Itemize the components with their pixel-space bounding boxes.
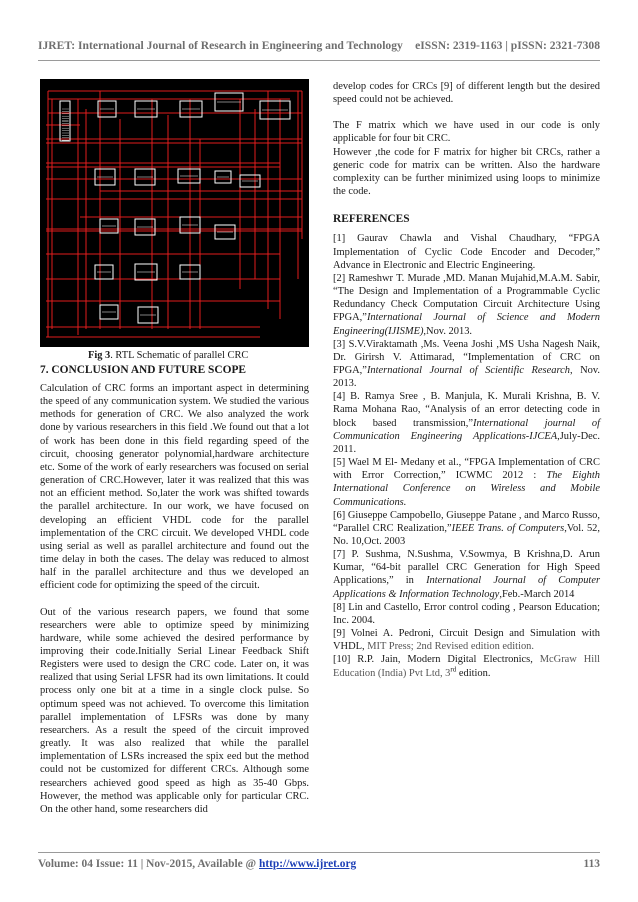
journal-title: IJRET: International Journal of Research in Engineering and Technology bbox=[38, 39, 403, 52]
figure-caption bbox=[88, 350, 248, 361]
conclusion-paragraph-2: Out of the various research papers, we found that some researchers were able to optimize speed by minimizing hardware, while some achieved the desired performance by improving their code.Initially Serial Linear Feedback Shift Registers were used to design the CRC code. Later on, it was realized that using Serial LFSR had its own limitations. It could process only one bit at a time in a single clock pulse. So optimum speed was not achieved. To overcome this limitation parallel implementation of LFSRs was done by many researchers. As a result the speed of the circuit improved greatly. It was also realized that while the parallel implementation of LSRs increased the spix eed but the method could not be customized for different CRCs. Although some researchers achieved good speed as high as 35-40 Gbps. However, the method was applicable only for particular CRC. On the other hand, some researchers did bbox=[40, 606, 309, 815]
reference-9: [9] Volnei A. Pedroni, Circuit Design and Simulation with VHDL, MIT Press; 2nd Revised edition edition. bbox=[333, 628, 600, 653]
reference-1: [1] Gaurav Chawla and Vishal Chaudhary, “FPGA Implementation of Cyclic Code Encoder and Decoder,” Advance in Electronic and Electric Engineering. bbox=[333, 233, 600, 271]
journal-link[interactable]: http://www.ijret.org bbox=[259, 858, 357, 870]
rtl-schematic-figure bbox=[40, 79, 309, 347]
issn-text: eISSN: 2319-1163 | pISSN: 2321-7308 bbox=[415, 39, 600, 52]
right-column bbox=[333, 80, 600, 680]
figure-caption-text: . RTL Schematic of parallel CRC bbox=[110, 350, 249, 361]
rtl-schematic-image bbox=[40, 79, 309, 347]
reference-6: [6] Giuseppe Campobello, Giuseppe Patane , and Marco Russo, “Parallel CRC Realization,”IEEE Trans. of Computers,Vol. 52, No. 10,Oct. 2003 bbox=[333, 509, 600, 547]
page-header bbox=[38, 39, 600, 52]
page-footer bbox=[38, 858, 600, 870]
figure-label: Fig 3 bbox=[88, 350, 111, 361]
reference-2: [2] Rameshwr T. Murade ,MD. Manan Mujahid,M.A.M. Sabir, “The Design and Implementation of a Programmable Cyclic Redundancy Check Computation Circuit Architecture Using FPGA,”International Journal of Science and Modern Engineering(IJISME),Nov. 2013. bbox=[333, 272, 600, 337]
footer-volume: Volume: 04 Issue: 11 | Nov-2015, Available @ http://www.ijret.org bbox=[38, 858, 357, 870]
paragraph-generic-code: However ,the code for F matrix for higher bit CRCs, rather a generic code for matrix can be written. Also the hardware complexity can be further minimized using loops to minimize the code. bbox=[333, 146, 600, 198]
reference-4: [4] B. Ramya Sree , B. Manjula, K. Murali Krishna, B. V. Rama Mohana Rao, “Analysis of an error detecting code in block based transmission,”International journal of Communication Engineering Applications-IJCEA,July-Dec. 2011. bbox=[333, 391, 600, 455]
reference-7: [7] P. Sushma, N.Sushma, V.Sowmya, B Krishna,D. Arun Kumar, “64-bit parallel CRC Generation for High Speed Applications,” in International Journal of Computer Applications & Information Technology,Feb.-March 2014 bbox=[333, 549, 601, 600]
section-heading: 7. CONCLUSION AND FUTURE SCOPE bbox=[40, 364, 247, 376]
reference-8: [8] Lin and Castello, Error control coding , Pearson Education; Inc. 2004. bbox=[333, 601, 600, 626]
reference-10: [10] R.P. Jain, Modern Digital Electronics, McGraw Hill Education (India) Pvt Ltd, 3rd edition. bbox=[333, 654, 601, 679]
paragraph-f-matrix: The F matrix which we have used in our code is only applicable for four bit CRC. bbox=[333, 120, 600, 145]
header-rule bbox=[38, 60, 600, 61]
conclusion-paragraph-1: Calculation of CRC forms an important aspect in determining the speed of any communication system. We studied the various methods for generation of CRC. We also analyzed the work done by various researchers in this field .We found out that a lot of work has been done in this field regarding speed of the circuit, choosing generator polynomial,hardware architecture etc. Some of the work of early researchers was focused on serial generation of CRC.However, later it was realized that this was not an efficient method. So,later the work was shifted towards the parallel architecture. In our work, we have focused on developing an efficient VHDL code for the parallel implementation of the CRC circuit. We developed VHDL code using serial as well as parallel architecture and found out the time delay in both the cases. The delay was reduced to almost half in the parallel architecture and thus we developed an efficient code for optimizing the speed of the circuit. bbox=[40, 383, 309, 592]
reference-5: [5] Wael M El- Medany et al., “FPGA Implementation of CRC with Error Correction,” ICWMC 2012 : The Eighth International Conference on Wireless and Mobile Communications. bbox=[333, 457, 600, 508]
left-column bbox=[40, 382, 309, 816]
footer-rule bbox=[38, 852, 600, 853]
paragraph-continued: develop codes for CRCs [9] of different length but the desired speed could not be achieved. bbox=[333, 81, 600, 106]
references-heading: REFERENCES bbox=[333, 213, 410, 226]
page-number: 113 bbox=[583, 858, 600, 870]
reference-3: [3] S.V.Viraktamath ,Ms. Veena Joshi ,MS Usha Nagesh Naik, Dr. Girirsh V. Attimarad, “Implementation of CRC on FPGA,”International Journal of Scientific Research, Nov. 2013. bbox=[333, 338, 601, 390]
